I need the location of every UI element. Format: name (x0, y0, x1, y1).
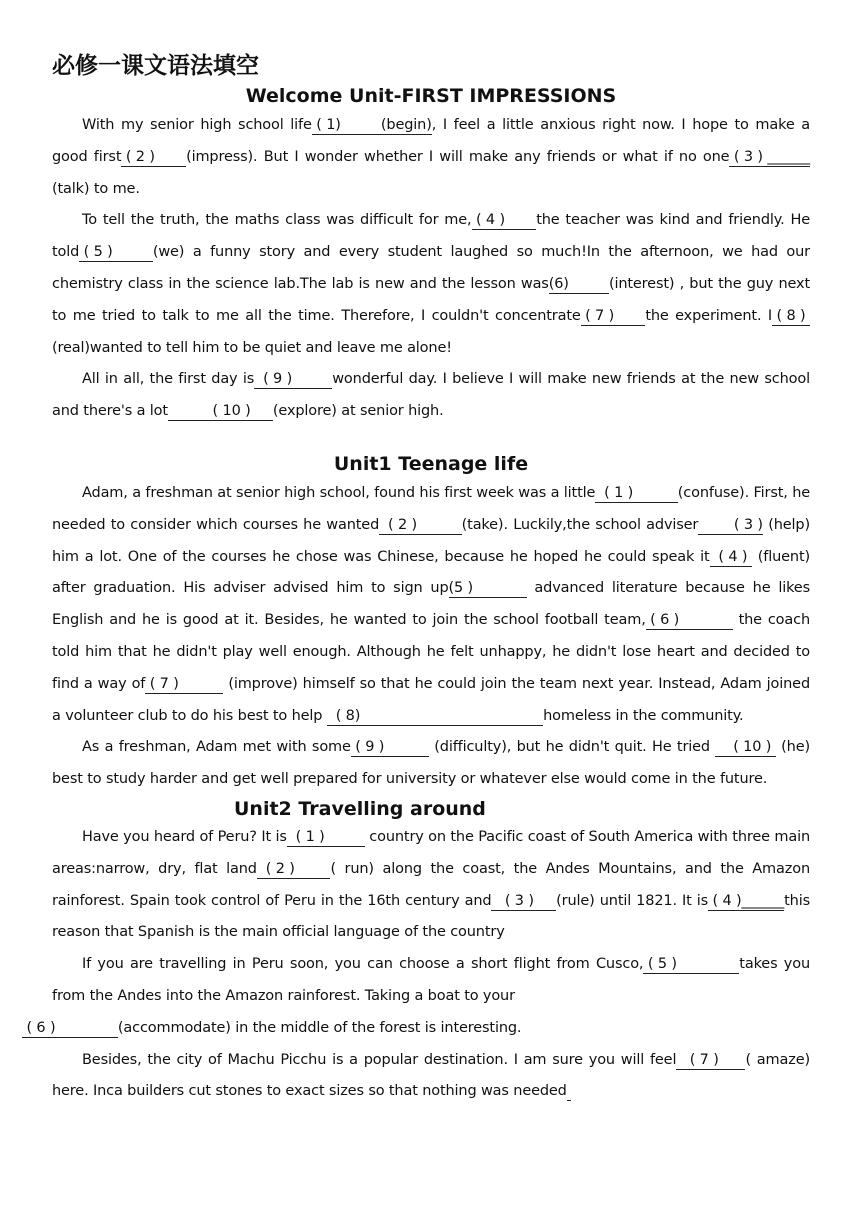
unit1-p1-text-2: (confuse). First, he needed to consider which courses he wanted (52, 484, 811, 533)
unit2-title: Unit2 Travelling around (234, 797, 486, 820)
unit1-p1-text-3: (take). Luckily,the school adviser (461, 516, 699, 533)
unit1-p2-text-3: (he) best to study harder and get well prepared for university or whatever else would come in the future. (52, 739, 810, 788)
welcome-p2-text-6: (real)wanted to tell him to be quiet and leave me alone! (52, 339, 452, 356)
unit1-blank-7: ( 7 ) (145, 675, 224, 692)
unit2-paragraph-3 (52, 1045, 810, 1109)
welcome-blank-1: ( 1) (begin) (311, 117, 432, 133)
unit1-p1-text-7: the coach told him that he didn't play well enough. Although he felt unhappy, he didn't lose heart and decided to find a way of (52, 612, 810, 692)
unit2-blank-5: ( 5 ) (643, 956, 740, 973)
unit1-blank-2: ( 2 ) (379, 516, 462, 533)
unit1-p1-text-8: (improve) himself so that he could join the team next year. Instead, Adam joined a volunteer club to do his best to help (52, 675, 811, 724)
unit2-p3-text-1: Besides, the city of Machu Picchu is a popular destination. I am sure you will feel (82, 1051, 677, 1068)
unit1-blank-4: ( 4 ) (709, 548, 752, 565)
unit1-blank-8: ( 8) (326, 707, 544, 724)
unit1-paragraph-1 (52, 478, 810, 732)
unit2-blank-1: ( 1 ) (286, 828, 365, 845)
welcome-p2-text-1: To tell the truth, the maths class was difficult for me, (82, 212, 472, 229)
welcome-blank-10: ( 10 ) (167, 403, 273, 420)
welcome-p1-text-1: With my senior high school life (82, 117, 312, 133)
welcome-blank-4: ( 4 ) (471, 212, 537, 229)
unit2-p2-text-2: takes you from the Andes into the Amazon rainforest. Taking a boat to your (52, 956, 811, 1004)
welcome-p1-text-4: (talk) to me. (52, 180, 140, 197)
unit1-title: Unit1 Teenage life (333, 452, 529, 475)
unit1-blank-1: ( 1 ) (595, 484, 678, 501)
unit2-p2-text-1: If you are travelling in Peru soon, you can choose a short flight from Cusco, (82, 956, 644, 973)
unit2-p1-text-5: this reason that Spanish is the main official language of the country (52, 892, 810, 941)
unit1-paragraph-2 (52, 732, 810, 796)
unit2-p1-text-4: (rule) until 1821. It is (556, 892, 709, 909)
welcome-p3-text-3: (explore) at senior high. (272, 403, 444, 420)
unit1-blank-3: ( 3 ) (698, 516, 763, 533)
document-title: 必修一课文语法填空 (52, 53, 259, 79)
welcome-blank-5: ( 5 ) (79, 244, 153, 261)
welcome-blank-2: ( 2 ) (121, 148, 187, 165)
unit1-p1-text-5: (fluent) after graduation. His adviser advised him to sign up (52, 548, 810, 597)
unit1-p2-text-2: (difficulty), but he didn't quit. He tried (428, 739, 716, 756)
unit1-blank-6: ( 6 ) (645, 612, 733, 629)
welcome-unit-title (52, 82, 810, 110)
welcome-paragraph-3 (52, 364, 810, 428)
unit2-p1-text-1: Have you heard of Peru? It is (82, 828, 287, 845)
welcome-p1-text-3: (impress). But I wonder whether I will make any friends or what if no one (186, 148, 730, 165)
unit2-paragraph-1 (52, 822, 810, 949)
welcome-blank-9: ( 9 ) (254, 371, 333, 388)
unit2-blank-2: ( 2 ) (256, 860, 331, 877)
welcome-p1-text-2: , I feel a little anxious right now. I hope to make a good first (52, 117, 810, 165)
unit1-p2-text-1: As a freshman, Adam met with some (82, 739, 351, 756)
unit2-blank-3: ( 3 ) (491, 892, 557, 909)
unit2-p1-text-2: country on the Pacific coast of South America with three main areas:narrow, dry, flat land (52, 828, 810, 877)
welcome-p2-text-3: (we) a funny story and every student laughed so much!In the afternoon, we had our chemistry class in the science lab.The lab is new and the lesson was (52, 244, 810, 292)
welcome-unit-title-rest: FIRST IMPRESSIONS (401, 85, 617, 107)
welcome-p2-text-5: the experiment. I (645, 307, 773, 324)
unit2-blank-7: ( 7 ) (676, 1051, 746, 1068)
welcome-p3-text-1: All in all, the first day is (82, 371, 255, 388)
unit1-p1-text-9: homeless in the community. (543, 707, 744, 724)
unit2-blank-6: ( 6 ) (22, 1019, 118, 1036)
unit2-p3-text-2: ( amaze) here. Inca builders cut stones to exact sizes so that nothing was needed (52, 1051, 810, 1100)
section-spacer (52, 428, 810, 450)
unit1-blank-10: ( 10 ) (715, 739, 776, 756)
welcome-blank-6: (6) (548, 275, 609, 292)
welcome-paragraph-2 (52, 205, 810, 364)
welcome-blank-3: ( 3 ) ______ (729, 148, 810, 165)
welcome-blank-8: ( 8 ) (772, 307, 810, 324)
unit1-p1-text-4: (help) him a lot. One of the courses he chose was Chinese, because he hoped he could speak it (52, 516, 810, 565)
welcome-p2-text-4: (interest) , but the guy next to me tried to talk to me all the time. Therefore, I couldn't concentrate (52, 275, 810, 324)
welcome-blank-7: ( 7 ) (580, 307, 646, 324)
unit2-p1-text-3: ( run) along the coast, the Andes Mountains, and the Amazon rainforest. Spain took control of Peru in the 16th century and (52, 860, 810, 909)
welcome-p2-text-2: the teacher was kind and friendly. He told (52, 212, 810, 261)
unit2-blank-8 (567, 1082, 571, 1101)
unit1-p1-text-6: advanced literature because he likes English and he is good at it. Besides, he wanted to join the school football team, (52, 580, 810, 629)
document-page (22, 50, 811, 1108)
unit1-p1-text-1: Adam, a freshman at senior high school, found his first week was a little (82, 484, 596, 501)
unit2-paragraph-2 (22, 949, 811, 1044)
unit2-p2-text-3: (accommodate) in the middle of the forest is interesting. (117, 1019, 522, 1036)
unit1-blank-5: (5 ) (448, 580, 527, 597)
unit1-blank-9: ( 9 ) (350, 739, 429, 756)
welcome-paragraph-1 (22, 110, 810, 205)
welcome-p3-text-2: wonderful day. I believe I will make new friends at the new school and there's a lot (52, 371, 810, 420)
welcome-unit-title-bold: Welcome Unit- (245, 85, 402, 107)
unit2-blank-4: ( 4 )______ (708, 892, 785, 909)
